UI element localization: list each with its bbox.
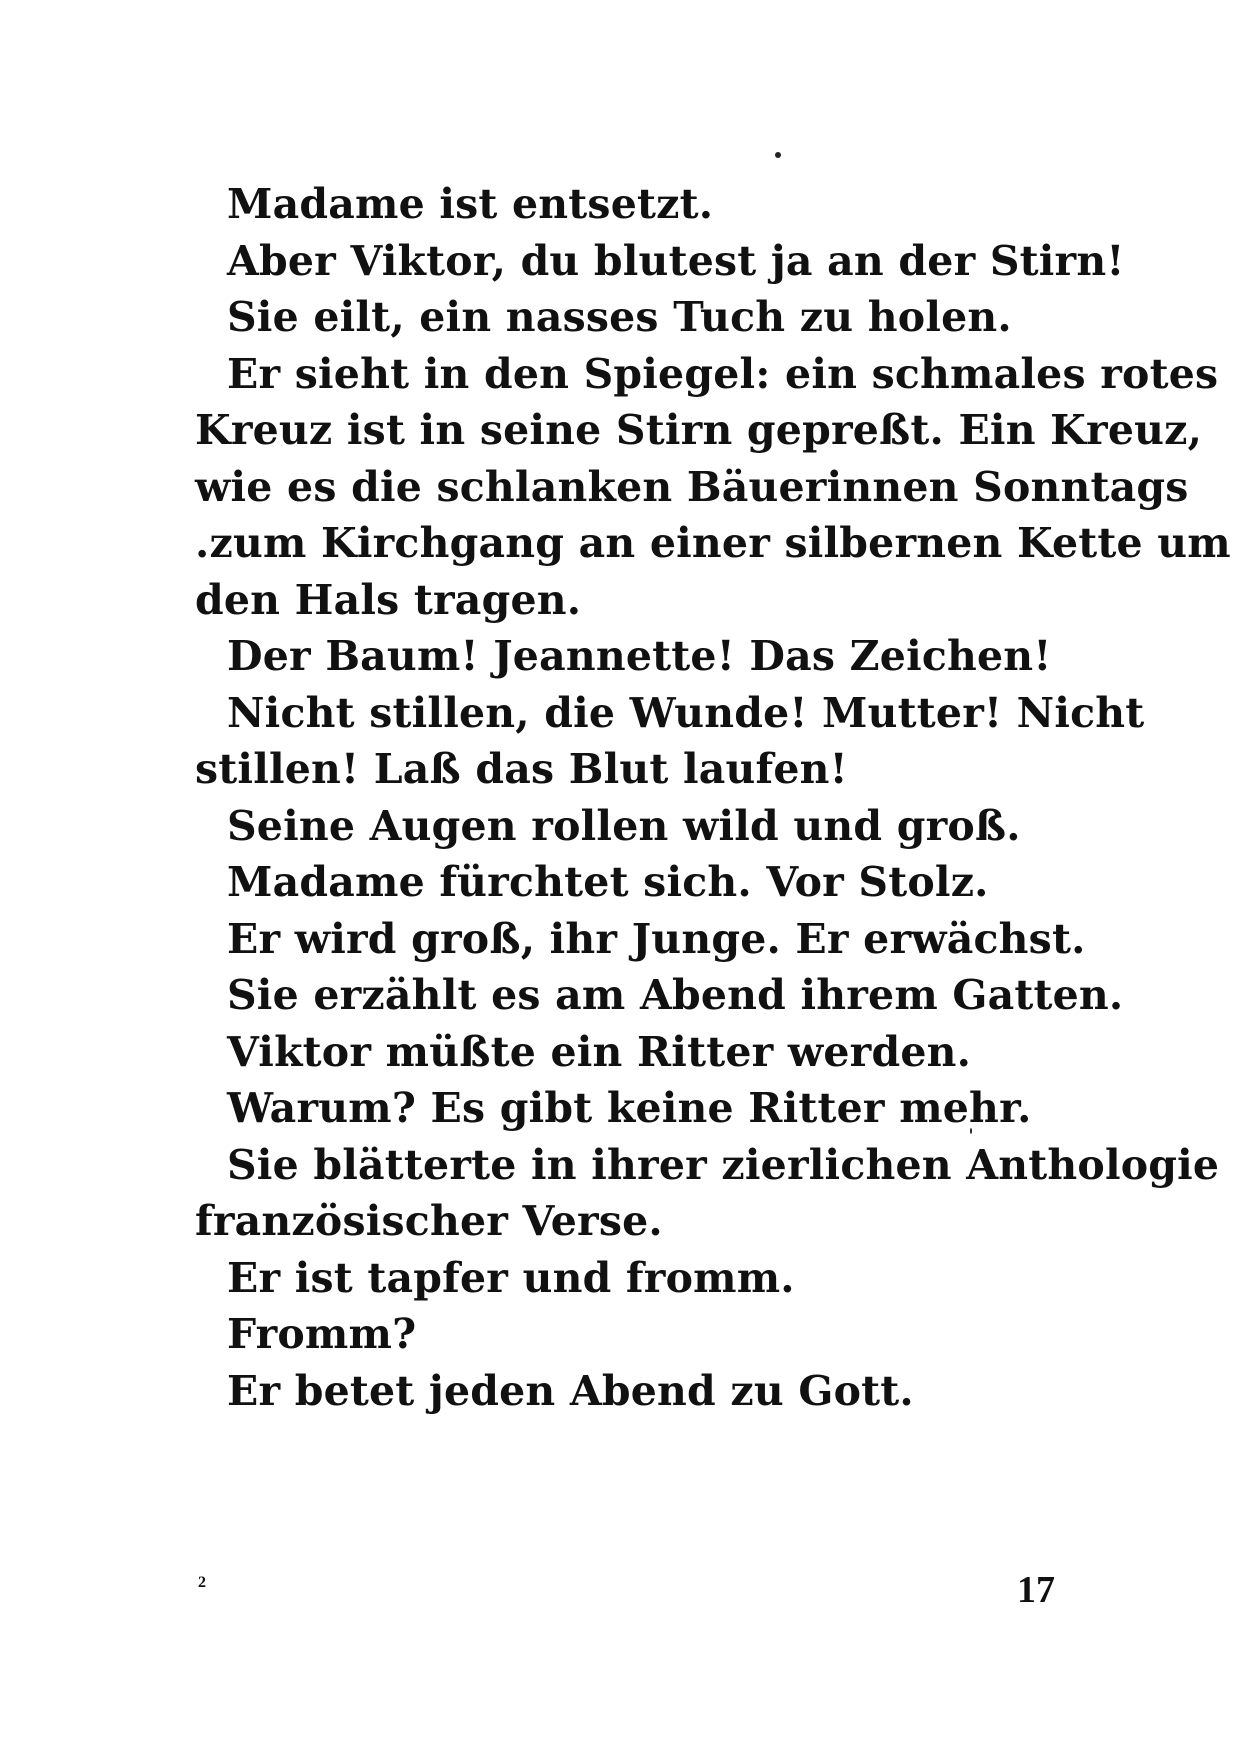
text-line: den Hals tragen. [195, 575, 582, 624]
text-line: Seine Augen rollen wild und groß. [227, 801, 1021, 850]
text-line: Aber Viktor, du blutest ja an der Stirn! [227, 236, 1125, 285]
text-line: Fromm? [227, 1310, 417, 1358]
text-line: Sie eilt, ein nasses Tuch zu holen. [227, 293, 1012, 341]
signature-mark: 2 [198, 1574, 206, 1591]
ink-speck [775, 152, 781, 158]
text-line: Er betet jeden Abend zu Gott. [227, 1366, 914, 1415]
text-line: wie es die schlanken Bäuerinnen Sonntags [195, 462, 1189, 511]
text-line: .zum Kirchgang an einer silbernen Kette um [195, 519, 1231, 567]
text-line: Madame fürchtet sich. Vor Stolz. [227, 858, 989, 906]
body-text [195, 176, 1231, 1419]
text-line: Nicht stillen, die Wunde! Mutter! Nicht [227, 688, 1145, 737]
text-line: Warum? Es gibt keine Ritter mehr. [227, 1084, 1032, 1132]
text-line: Sie blätterte in ihrer zierlichen Anthologie [227, 1140, 1220, 1189]
text-line: Madame ist entsetzt. [227, 180, 714, 228]
text-line: Viktor müßte ein Ritter werden. [227, 1027, 972, 1076]
text-line: Der Baum! Jeannette! Das Zeichen! [227, 632, 1052, 680]
text-line: Sie erzählt es am Abend ihrem Gatten. [227, 971, 1124, 1019]
text-line: französischer Verse. [195, 1197, 663, 1245]
text-line: Er wird groß, ihr Junge. Er erwächst. [227, 914, 1086, 963]
text-line: Er ist tapfer und fromm. [227, 1253, 795, 1302]
text-line: stillen! Laß das Blut laufen! [195, 745, 848, 793]
text-line: Er sieht in den Spiegel: ein schmales rotes [227, 349, 1219, 398]
text-line: Kreuz ist in seine Stirn gepreßt. Ein Kreuz, [195, 406, 1203, 454]
page-number: 17 [1017, 1569, 1055, 1611]
